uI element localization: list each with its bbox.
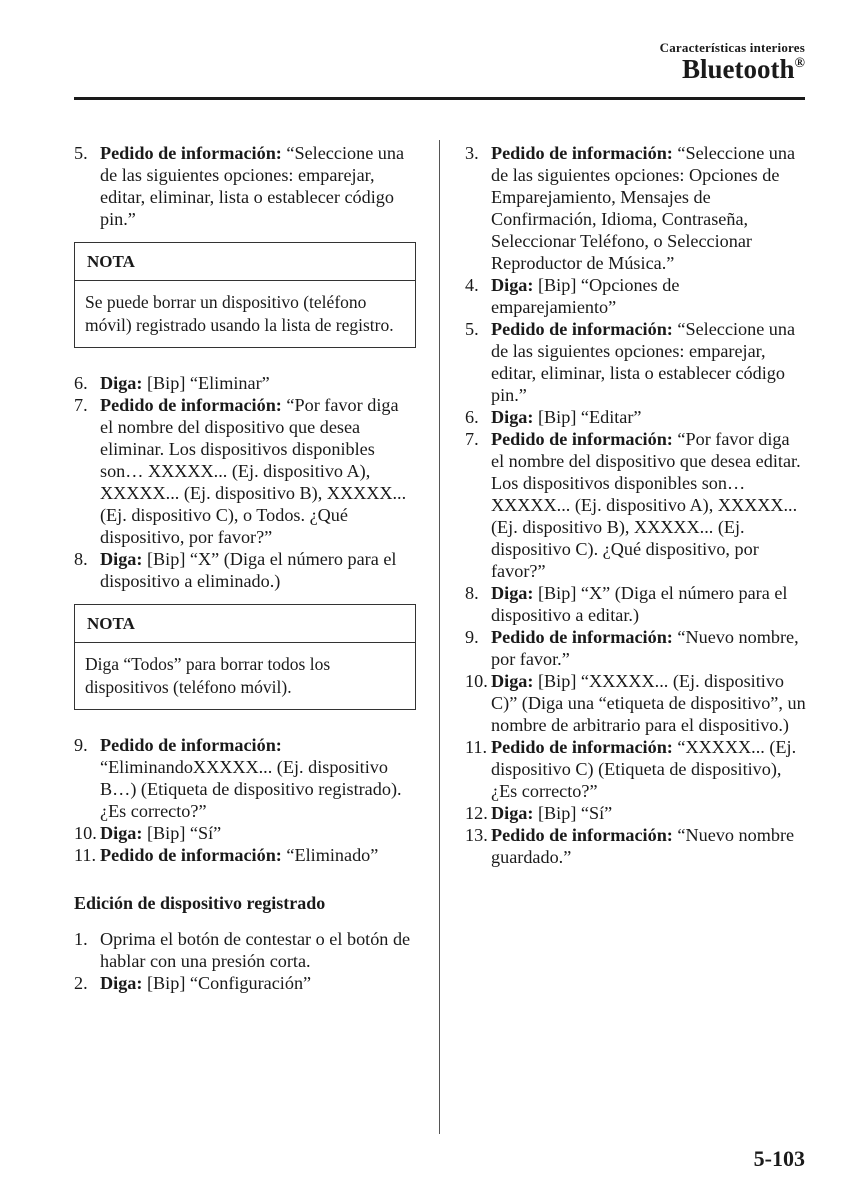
- list-item: 5. Pedido de información: “Seleccione una de las siguientes opciones: emparejar, editar, eliminar, lista o establecer código pin.”: [465, 319, 796, 405]
- left-column: [74, 142, 416, 994]
- note-heading: NOTA: [75, 605, 415, 643]
- list-item: 12. Diga: [Bip] “Sí”: [465, 803, 613, 823]
- note-heading: NOTA: [75, 243, 415, 281]
- list-item: 6. Diga: [Bip] “Eliminar”: [74, 373, 270, 393]
- column-divider: [439, 140, 440, 1134]
- note-text: Diga “Todos” para borrar todos los dispositivos (teléfono móvil).: [85, 654, 331, 697]
- list-item: 6. Diga: [Bip] “Editar”: [465, 407, 642, 427]
- list-item: 2. Diga: [Bip] “Configuración”: [74, 973, 312, 993]
- list-item: 7. Pedido de información: “Por favor diga el nombre del dispositivo que desea eliminar. Los dispositivos disponibles son… XXXXX... (Ej. dispositivo A), XXXXX... (Ej. dispositivo B), XXXXX... (Ej. dispositivo C), o Todos. ¿Qué dispositivo, por favor?”: [74, 395, 407, 547]
- page-number: 5-103: [753, 1146, 805, 1171]
- list-item: 11. Pedido de información: “XXXXX... (Ej. dispositivo C) (Etiqueta de dispositivo), ¿Es correcto?”: [465, 737, 797, 801]
- list-item: 3. Pedido de información: “Seleccione una de las siguientes opciones: Opciones de Emparejamiento, Mensajes de Confirmación, Idioma, Contraseña, Seleccionar Teléfono, o Seleccionar Reproductor de Música.”: [465, 143, 796, 273]
- list-item: 10. Diga: [Bip] “XXXXX... (Ej. dispositivo C)” (Diga una “etiqueta de dispositivo”, un nombre de arbitrario para el dispositivo.): [465, 671, 806, 735]
- note-text: Se puede borrar un dispositivo (teléfono móvil) registrado usando la lista de registro.: [85, 292, 394, 335]
- list-item: 1. Oprima el botón de contestar o el botón de hablar con una presión corta.: [74, 929, 411, 971]
- list-item: 9. Pedido de información: “EliminandoXXXXX... (Ej. dispositivo B…) (Etiqueta de dispositivo registrado). ¿Es correcto?”: [74, 735, 402, 821]
- list-item: 11. Pedido de información: “Eliminado”: [74, 845, 379, 865]
- section-heading: Edición de dispositivo registrado: [74, 893, 326, 913]
- list-item: 10. Diga: [Bip] “Sí”: [74, 823, 222, 843]
- list-item: 5. Pedido de información: “Seleccione una de las siguientes opciones: emparejar, editar, eliminar, lista o establecer código pin.”: [74, 143, 405, 229]
- list-item: 8. Diga: [Bip] “X” (Diga el número para el dispositivo a eliminado.): [74, 549, 397, 591]
- note-box: [74, 604, 416, 710]
- header-rule: [74, 97, 805, 100]
- page-title: Bluetooth®: [682, 54, 805, 84]
- list-item: 9. Pedido de información: “Nuevo nombre, por favor.”: [465, 627, 799, 669]
- list-item: 4. Diga: [Bip] “Opciones de emparejamiento”: [465, 275, 680, 317]
- note-box: [74, 242, 416, 348]
- section-label: Características interiores: [659, 40, 805, 55]
- list-item: 13. Pedido de información: “Nuevo nombre guardado.”: [465, 825, 795, 867]
- registered-mark: ®: [794, 56, 805, 71]
- list-item: 7. Pedido de información: “Por favor diga el nombre del dispositivo que desea editar. Los dispositivos disponibles son… XXXXX... (Ej. dispositivo A), XXXXX... (Ej. dispositivo B), XXXXX... (Ej. dispositivo C). ¿Qué dispositivo, por favor?”: [465, 429, 801, 581]
- list-item: 8. Diga: [Bip] “X” (Diga el número para el dispositivo a editar.): [465, 583, 788, 625]
- right-column: [465, 142, 807, 868]
